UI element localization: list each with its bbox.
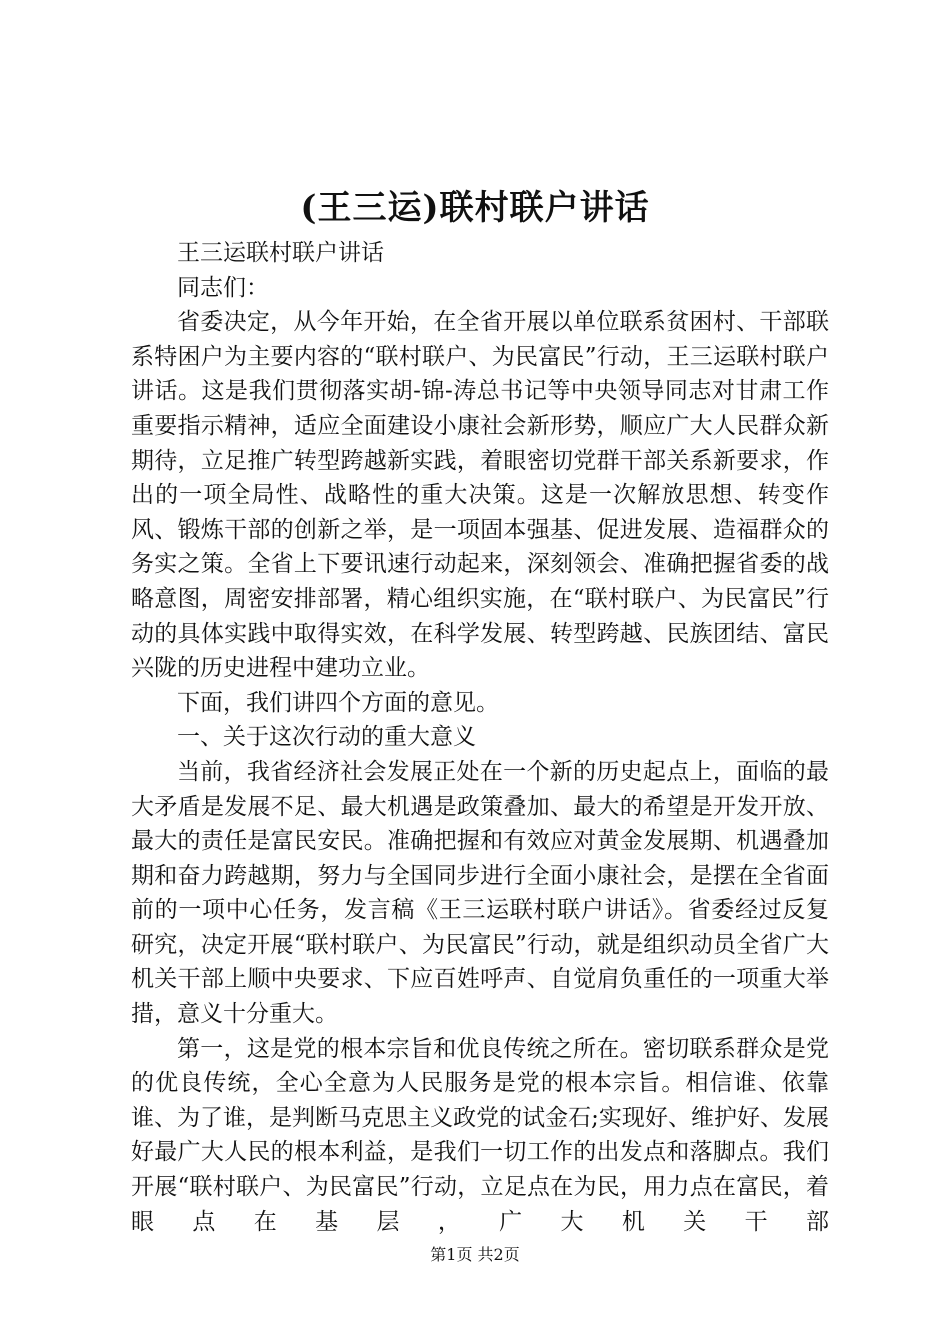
section-heading-1: 一、关于这次行动的重大意义 [177, 724, 476, 751]
paragraph-salutation: 同志们： [177, 274, 269, 301]
document-title: (王三运)联村联户讲话 [300, 188, 650, 228]
page-number: 第1页 共2页 [430, 1245, 520, 1264]
document-body [131, 236, 829, 1239]
paragraph-outline: 下面，我们讲四个方面的意见。 [177, 689, 499, 716]
paragraph-first-point: 第一，这是党的根本宗旨和优良传统之所在。密切联系群众是党的优良传统，全心全意为人民服务是党的根本宗旨。相信谁、依靠谁、为了谁，是判断马克思主义政党的试金石;实现好、维护好、发展好最广大人民的根本利益，是我们一切工作的出发点和落脚点。我们开展“联村联户、为民富民”行动，立足点在为民，用力点在富民，着眼点在基层，广大机关干部 [131, 1035, 829, 1235]
paragraph-significance: 当前，我省经济社会发展正处在一个新的历史起点上，面临的最大矛盾是发展不足、最大机遇是政策叠加、最大的希望是开发开放、最大的责任是富民安民。准确把握和有效应对黄金发展期、机遇叠加期和奋力跨越期，努力与全国同步进行全面小康社会，是摆在全省面前的一项中心任务，发言稿《王三运联村联户讲话》。省委经过反复研究，决定开展“联村联户、为民富民”行动，就是组织动员全省广大机关干部上顺中央要求、下应百姓呼声、自觉肩负重任的一项重大举措，意义十分重大。 [131, 758, 829, 1028]
paragraph-intro: 省委决定，从今年开始，在全省开展以单位联系贫困村、干部联系特困户为主要内容的“联村联户、为民富民”行动，王三运联村联户讲话。这是我们贯彻落实胡-锦-涛总书记等中央领导同志对甘肃工作重要指示精神，适应全面建设小康社会新形势，顺应广大人民群众新期待，立足推广转型跨越新实践，着眼密切党群干部关系新要求，作出的一项全局性、战略性的重大决策。这是一次解放思想、转变作风、锻炼干部的创新之举，是一项固本强基、促进发展、造福群众的务实之策。全省上下要讯速行动起来，深刻领会、准确把握省委的战略意图，周密安排部署，精心组织实施，在“联村联户、为民富民”行动的具体实践中取得实效，在科学发展、转型跨越、民族团结、富民兴陇的历史进程中建功立业。 [131, 309, 829, 682]
paragraph-subtitle: 王三运联村联户讲话 [177, 240, 384, 266]
